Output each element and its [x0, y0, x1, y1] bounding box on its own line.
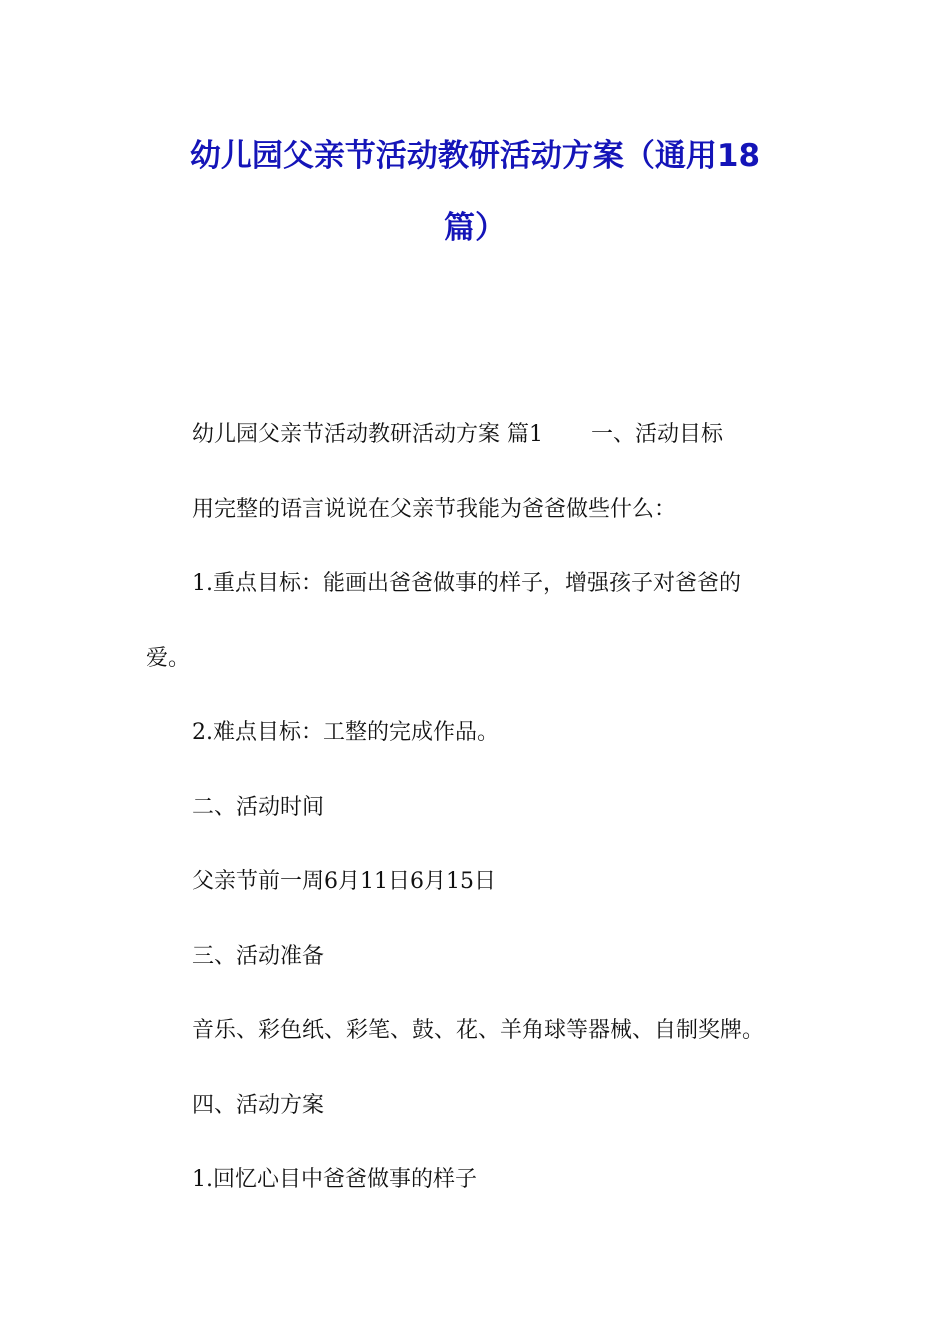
paragraph-difficult-goal: 2.难点目标：工整的完成作品。: [192, 720, 499, 745]
document-title-line-2: 篇）: [444, 210, 506, 246]
section-goal-heading: 一、活动目标: [591, 422, 724, 447]
paragraph-plan-step-1: 1.回忆心目中爸爸做事的样子: [192, 1167, 477, 1192]
paragraph-key-goal-continued: 爱。: [146, 646, 191, 671]
paragraph-goal-intro: 用完整的语言说说在父亲节我能为爸爸做些什么：: [192, 497, 677, 522]
section-heading-line: [192, 420, 723, 450]
heading-activity-preparation: 三、活动准备: [192, 944, 325, 969]
paragraph-activity-time: 父亲节前一周6月11日6月15日: [192, 869, 496, 894]
paragraph-activity-preparation: 音乐、彩色纸、彩笔、鼓、花、羊角球等器械、自制奖牌。: [192, 1018, 765, 1043]
paragraph-key-goal: 1.重点目标：能画出爸爸做事的样子，增强孩子对爸爸的: [192, 571, 741, 596]
heading-activity-time: 二、活动时间: [192, 795, 325, 820]
document-title-line-1: 幼儿园父亲节活动教研活动方案（通用18: [189, 138, 761, 174]
section-heading: 幼儿园父亲节活动教研活动方案 篇1: [192, 422, 543, 447]
heading-activity-plan: 四、活动方案: [192, 1093, 325, 1118]
